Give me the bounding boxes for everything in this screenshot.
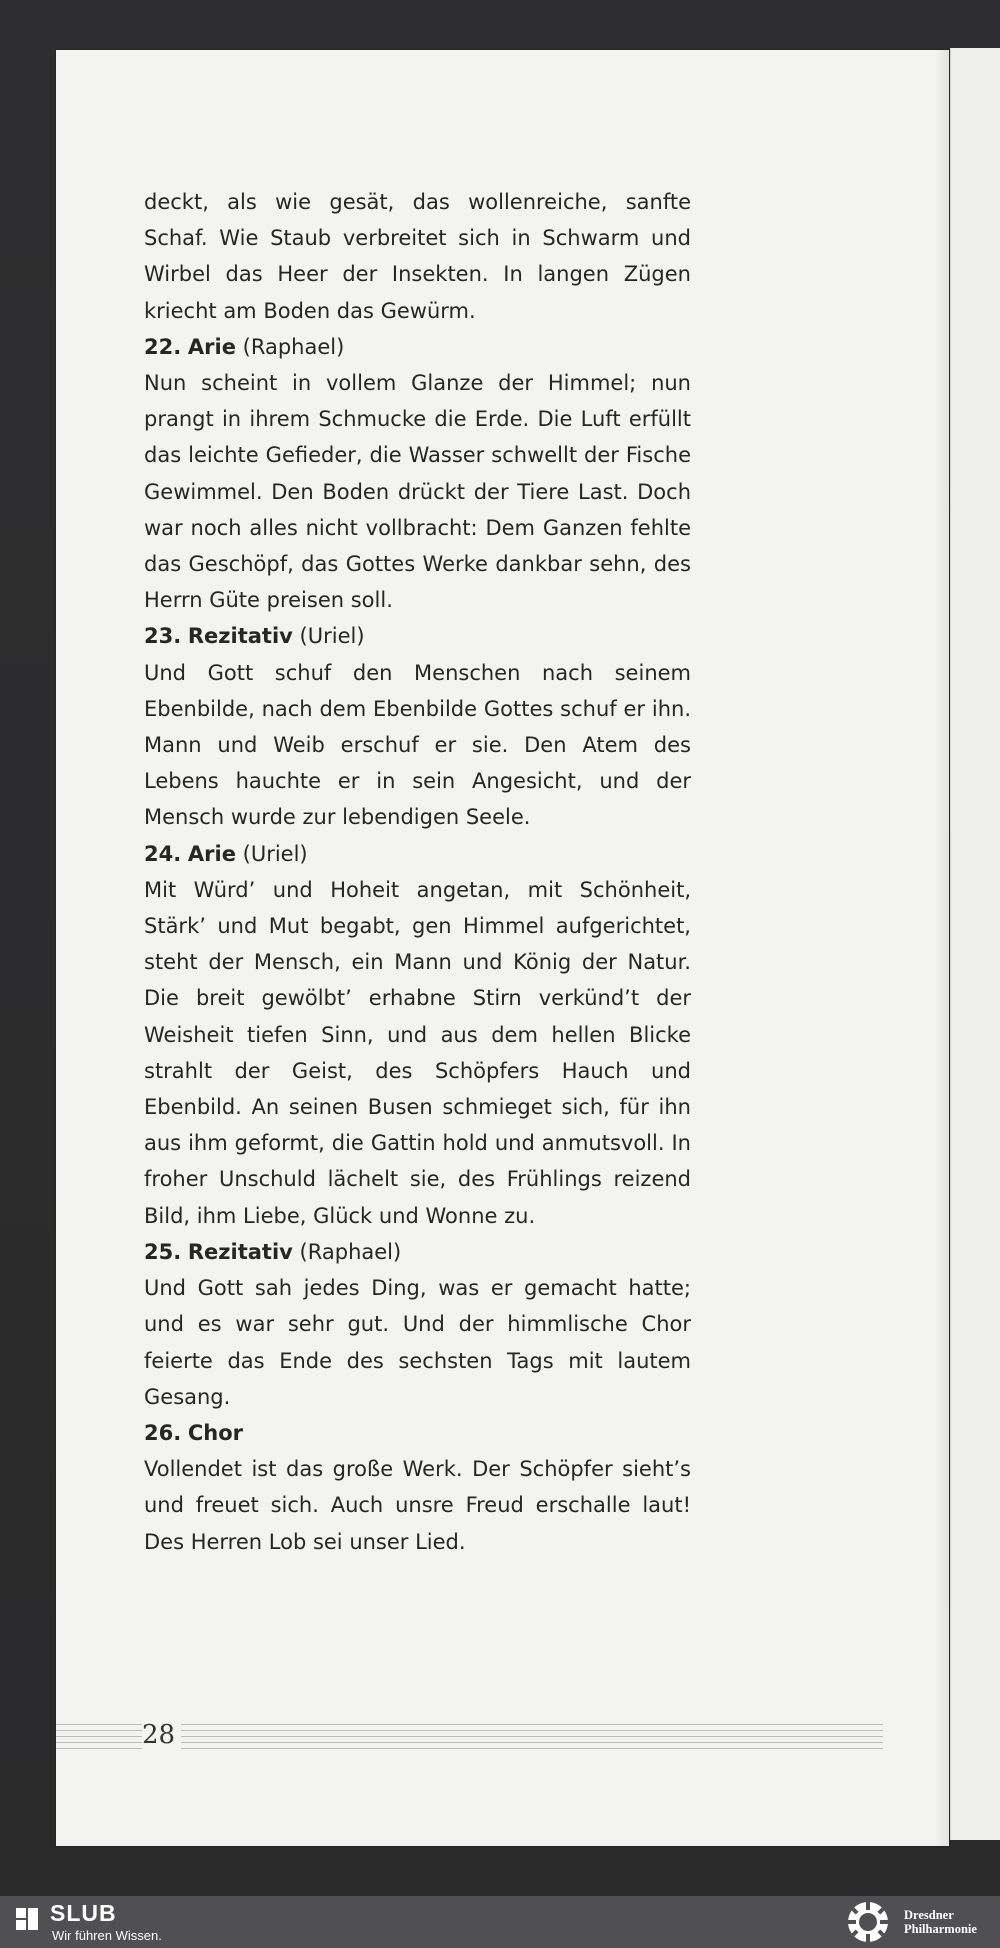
paragraph: Nun scheint in vollem Glanze der Himmel; nun prangt in ihrem Schmucke die Erde. Die Luft erfüllt das leichte Gefieder, die Wasser schwellt der Fische Gewimmel. Den Boden drückt der Tiere Last. Doch war noch alles nicht vollbracht: Dem Ganzen fehlte das Geschöpf, das Gottes Werke dankbar sehn, des Herrn Güte preisen soll. [144,371,691,613]
section-number: 24. [144,841,182,866]
libretto-text [144,184,691,1560]
section-speaker: (Uriel) [292,624,365,649]
partner-name [904,1908,1000,1936]
paragraph: Und Gott schuf den Menschen nach seinem Ebenbilde, nach dem Ebenbilde Gottes schuf er ihn. Mann und Weib erschuf er sie. Den Atem des Lebens hauchte er in sein Angesicht, und der Mensch wurde zur lebendigen Seele. [144,660,691,830]
booklet-page [56,50,949,1846]
partner-name-line1: Dresdner [904,1908,954,1922]
viewer-footer-bar [0,1896,1000,1948]
page-number: 28 [142,1720,181,1750]
facing-page-edge [950,48,1000,1840]
philharmonie-logo-icon[interactable] [842,1900,894,1944]
partner-name-line2: Philharmonie [904,1922,977,1936]
slub-logo-icon [12,1904,42,1934]
section-title: Chor [187,1420,244,1445]
paragraph: Und Gott sah jedes Ding, was er gemacht hatte; und es war sehr gut. Und der himmlische Chor feierte das Ende des sechsten Tags mit lautem Gesang. [144,1276,691,1409]
section-heading [144,618,691,654]
section-title: Rezitativ [187,624,293,649]
section-number: 26. [144,1420,182,1445]
section-speaker: (Raphael) [292,1239,402,1264]
paragraph: deckt, als wie gesät, das wollenreiche, sanfte Schaf. Wie Staub verbreitet sich in Schwarm und Wirbel das Heer der Insekten. In langen Zügen kriecht am Boden das Gewürm. [144,190,691,323]
section-number: 22. [144,334,182,359]
section-title: Arie [187,334,236,359]
section-heading [144,1415,691,1451]
section-speaker: (Raphael) [235,334,345,359]
paragraph: Mit Würd’ und Hoheit angetan, mit Schönheit, Stärk’ und Mut begabt, gen Himmel aufgerichtet, steht der Mensch, ein Mann und König der Natur. Die breit gewölbt’ erhabne Stirn verkünd’t der Weisheit tiefen Sinn, und aus dem hellen Blicke strahlt der Geist, des Schöpfers Hauch und Ebenbild. An seinen Busen schmieget sich, für ihn aus ihm geformt, die Gattin hold und anmutsvoll. In froher Unschuld lächelt sie, des Frühlings reizend Bild, ihm Liebe, Glück und Wonne zu. [144,877,691,1228]
section-number: 23. [144,624,182,649]
section-heading [144,836,691,872]
paragraph: Vollendet ist das große Werk. Der Schöpfer sieht’s und freuet sich. Auch unsre Freud erschalle laut! Des Herren Lob sei unser Lied. [144,1457,691,1554]
section-heading [144,329,691,365]
library-tagline: Wir führen Wissen. [52,1928,162,1943]
section-title: Rezitativ [187,1239,293,1264]
section-speaker: (Uriel) [235,841,308,866]
section-title: Arie [187,841,236,866]
section-heading [144,1234,691,1270]
library-name[interactable]: SLUB [50,1900,117,1926]
section-number: 25. [144,1239,182,1264]
